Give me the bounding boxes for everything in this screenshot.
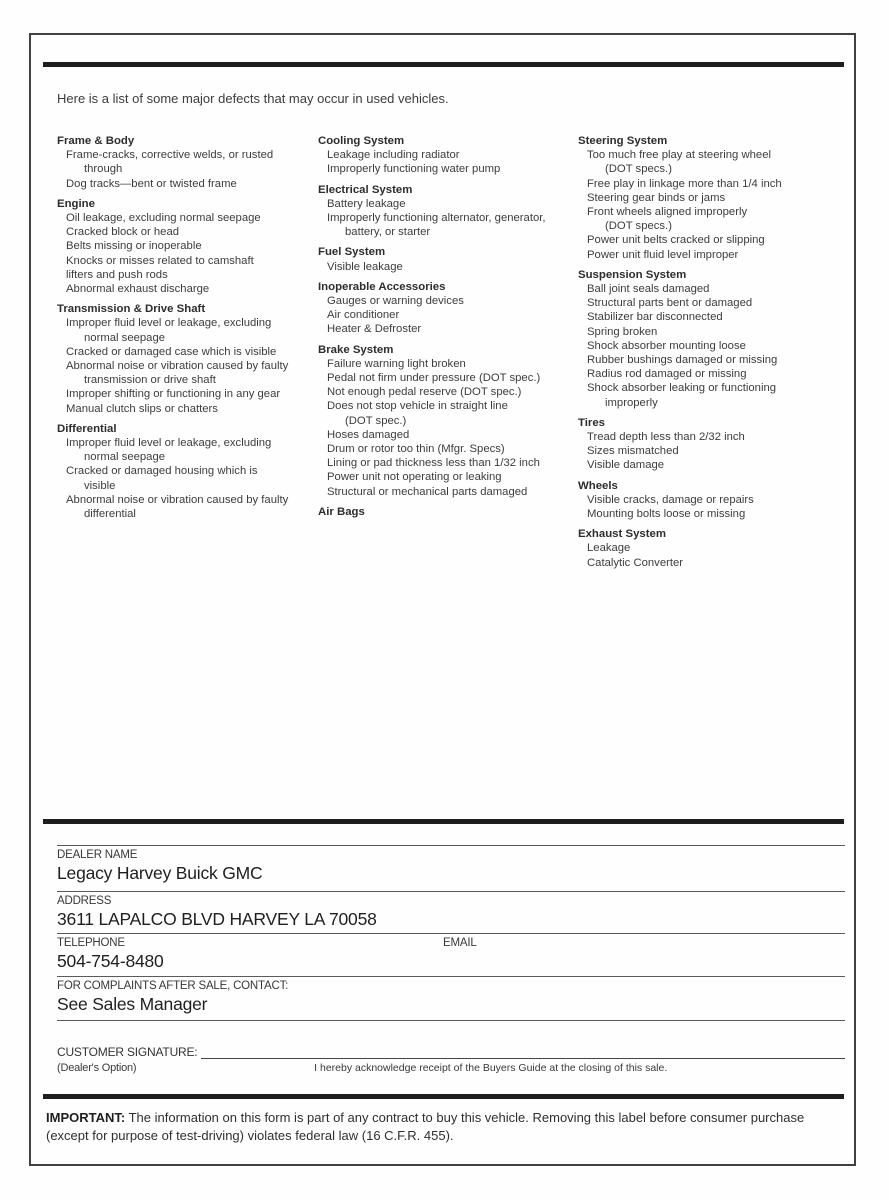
defect-column-2: [318, 134, 578, 570]
defect-item: normal seepage: [84, 451, 166, 464]
defect-item: Catalytic Converter: [587, 556, 684, 569]
defect-category-title: Transmission & Drive Shaft: [57, 303, 206, 316]
defect-category-title: Exhaust System: [578, 528, 666, 541]
defect-section: [578, 416, 824, 473]
customer-signature-label: CUSTOMER SIGNATURE:: [57, 1045, 198, 1059]
defect-item: Power unit belts cracked or slipping: [587, 234, 765, 247]
defect-item: lifters and push rods: [66, 268, 168, 281]
defect-section: [57, 197, 318, 296]
complaints-value: See Sales Manager: [57, 994, 208, 1014]
defect-section: [318, 505, 578, 519]
defect-item: Lining or pad thickness less than 1/32 inch: [327, 457, 540, 470]
defect-section: [57, 302, 318, 416]
defect-column-1: [57, 134, 318, 570]
defect-item: Belts missing or inoperable: [66, 240, 202, 253]
defect-section: [318, 280, 578, 337]
defect-item: through: [84, 163, 123, 176]
defect-item: Power unit fluid level improper: [587, 248, 739, 261]
defect-section: [578, 479, 824, 522]
telephone-value: 504-754-8480: [57, 951, 164, 971]
complaints-row: [57, 976, 845, 1021]
defect-item: battery, or starter: [345, 226, 431, 239]
defect-category-title: Wheels: [578, 479, 618, 492]
address-row: [57, 891, 845, 933]
top-divider-bar: [43, 62, 844, 67]
defect-item: Radius rod damaged or missing: [587, 368, 747, 381]
defect-category-title: Fuel System: [318, 246, 386, 259]
dealer-name-row: [57, 845, 845, 891]
defect-item: Abnormal exhaust discharge: [66, 283, 210, 296]
dealer-name-label: DEALER NAME: [57, 849, 138, 861]
important-label: IMPORTANT:: [46, 1110, 126, 1125]
defect-item: Leakage: [587, 542, 631, 555]
defect-category-title: Air Bags: [318, 505, 365, 518]
defect-item: Leakage including radiator: [327, 149, 460, 162]
form-divider-bar: [43, 819, 844, 824]
defect-item: (DOT specs.): [605, 163, 672, 176]
defect-item: Steering gear binds or jams: [587, 191, 726, 204]
defect-item: Shock absorber leaking or functioning: [587, 382, 777, 395]
defect-item: Oil leakage, excluding normal seepage: [66, 212, 261, 225]
defect-item: Tread depth less than 2/32 inch: [587, 431, 745, 444]
defect-category-title: Tires: [578, 416, 606, 429]
intro-text: Here is a list of some major defects that may occur in used vehicles.: [57, 91, 449, 106]
defect-item: Too much free play at steering wheel: [587, 149, 771, 162]
defect-item: Power unit not operating or leaking: [327, 471, 502, 484]
address-label: ADDRESS: [57, 895, 112, 907]
email-label: EMAIL: [443, 937, 477, 949]
defect-item: Air conditioner: [327, 309, 400, 322]
defect-item: Shock absorber mounting loose: [587, 339, 746, 352]
defect-item: Improper fluid level or leakage, excluding: [66, 437, 272, 450]
defect-item: (DOT specs.): [605, 220, 672, 233]
defect-item: Structural parts bent or damaged: [587, 297, 753, 310]
customer-signature-line: [201, 1045, 845, 1059]
defect-category-title: Brake System: [318, 343, 394, 356]
defect-item: Abnormal noise or vibration caused by faulty: [66, 360, 289, 373]
defect-section: [578, 268, 824, 410]
defect-section: [57, 134, 318, 191]
defect-item: Structural or mechanical parts damaged: [327, 485, 528, 498]
defect-list: [57, 134, 824, 570]
defect-item: Hoses damaged: [327, 428, 410, 441]
form-outer-border: [29, 33, 856, 1166]
defect-item: Rubber bushings damaged or missing: [587, 354, 778, 367]
defect-item: Drum or rotor too thin (Mfgr. Specs): [327, 443, 505, 456]
defect-item: Cracked block or head: [66, 226, 180, 239]
defect-item: Frame-cracks, corrective welds, or rusted: [66, 149, 274, 162]
defect-item: Visible damage: [587, 459, 665, 472]
defect-item: Mounting bolts loose or missing: [587, 508, 746, 521]
footer-divider-bar: [43, 1094, 844, 1099]
defect-item: Improper fluid level or leakage, excluding: [66, 317, 272, 330]
defect-item: Not enough pedal reserve (DOT spec.): [327, 386, 522, 399]
defect-item: Cracked or damaged case which is visible: [66, 345, 277, 358]
defect-column-3: [578, 134, 824, 570]
important-notice: [46, 1109, 842, 1145]
defect-category-title: Inoperable Accessories: [318, 280, 446, 293]
defect-category-title: Suspension System: [578, 268, 687, 281]
defect-item: Heater & Defroster: [327, 323, 422, 336]
defect-section: [318, 183, 578, 240]
defect-section: [578, 527, 824, 570]
acknowledgment-text: I hereby acknowledge receipt of the Buyers Guide at the closing of this sale.: [314, 1062, 668, 1074]
defect-item: Dog tracks—bent or twisted frame: [66, 177, 237, 190]
defect-item: Visible leakage: [327, 260, 403, 273]
defect-item: Failure warning light broken: [327, 357, 466, 370]
defect-category-title: Cooling System: [318, 135, 405, 147]
defect-item: Sizes mismatched: [587, 445, 679, 458]
defect-item: Battery leakage: [327, 197, 406, 210]
defect-item: Manual clutch slips or chatters: [66, 402, 218, 415]
defect-item: Abnormal noise or vibration caused by faulty: [66, 493, 289, 506]
complaints-label: FOR COMPLAINTS AFTER SALE, CONTACT:: [57, 980, 289, 992]
defect-item: Stabilizer bar disconnected: [587, 311, 723, 324]
telephone-email-row: [57, 933, 845, 976]
defect-item: Improperly functioning water pump: [327, 163, 501, 176]
address-value: 3611 LAPALCO BLVD HARVEY LA 70058: [57, 909, 377, 929]
dealer-name-value: Legacy Harvey Buick GMC: [57, 863, 263, 883]
defect-item: normal seepage: [84, 331, 166, 344]
defect-section: [578, 134, 824, 262]
defect-item: improperly: [605, 396, 658, 409]
defect-category-title: Differential: [57, 422, 117, 435]
defect-item: Visible cracks, damage or repairs: [587, 493, 754, 506]
defect-item: (DOT spec.): [345, 414, 407, 427]
defect-section: [57, 422, 318, 521]
dealer-info-form: [57, 845, 845, 1021]
defect-item: differential: [84, 508, 136, 521]
defect-section: [318, 134, 578, 177]
dealers-option-label: (Dealer's Option): [57, 1062, 137, 1074]
defect-item: visible: [84, 479, 116, 492]
defect-item: Spring broken: [587, 325, 658, 338]
defect-item: Front wheels aligned improperly: [587, 206, 748, 219]
defect-item: Improper shifting or functioning in any gear: [66, 388, 281, 401]
defect-item: Pedal not firm under pressure (DOT spec.): [327, 372, 541, 385]
defect-section: [318, 245, 578, 273]
defect-category-title: Steering System: [578, 135, 668, 147]
defect-item: transmission or drive shaft: [84, 374, 216, 387]
defect-item: Free play in linkage more than 1/4 inch: [587, 177, 782, 190]
defect-item: Knocks or misses related to camshaft: [66, 254, 254, 267]
defect-item: Gauges or warning devices: [327, 295, 464, 308]
important-text: The information on this form is part of any contract to buy this vehicle. Removing this label before consumer purchase (except for purpose of test-driving) violates federal law (16 C.F.R. 455).: [46, 1110, 805, 1143]
defect-category-title: Electrical System: [318, 183, 413, 196]
defect-item: Ball joint seals damaged: [587, 283, 710, 296]
defect-category-title: Engine: [57, 197, 95, 210]
defect-item: Does not stop vehicle in straight line: [327, 400, 508, 413]
defect-item: Cracked or damaged housing which is: [66, 465, 258, 478]
defect-category-title: Frame & Body: [57, 135, 135, 147]
customer-signature-block: [57, 1045, 845, 1074]
defect-section: [318, 343, 578, 499]
defect-item: Improperly functioning alternator, generator,: [327, 212, 546, 225]
telephone-label: TELEPHONE: [57, 937, 125, 949]
